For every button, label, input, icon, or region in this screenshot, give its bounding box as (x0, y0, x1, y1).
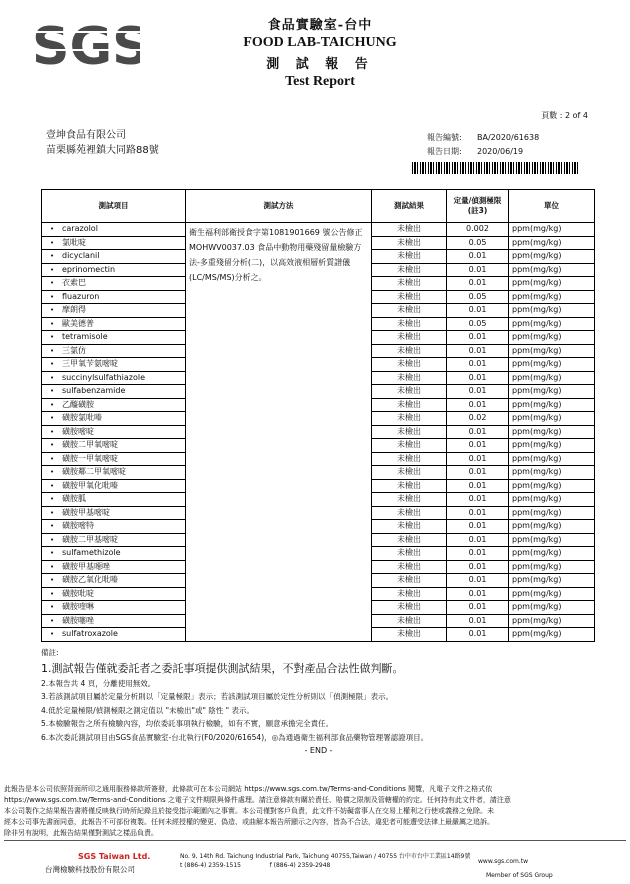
note-1: 1.測試報告僅就委託者之委託事項提供測試結果，不對產品合法性做判斷。 (41, 661, 404, 675)
note-5: 5.本檢驗報告之所有檢驗內容，均依委託事項執行檢驗，如有不實，願意承擔完全責任。 (41, 719, 334, 728)
test-unit: ppm(mg/kg) (509, 439, 595, 453)
test-result: 未檢出 (372, 250, 447, 264)
test-limit: 0.01 (447, 614, 509, 628)
disclaimer-line-5: 除非另有說明，此報告結果僅對測試之樣品負責。 (4, 829, 158, 837)
footer-divider (4, 840, 626, 841)
test-item: • eprinomectin (42, 263, 186, 277)
test-unit: ppm(mg/kg) (509, 628, 595, 642)
customer-address: 苗栗縣苑裡鎮大同路88號 (46, 145, 159, 156)
test-result: 未檢出 (372, 317, 447, 331)
report-header (220, 14, 420, 90)
test-unit: ppm(mg/kg) (509, 398, 595, 412)
note-6: 6.本次委託測試項目由SGS食品實驗室-台北執行(F0/2020/61654)，◎為通過衛生福利部食品藥物管理署認證項目。 (41, 732, 429, 742)
test-result: 未檢出 (372, 506, 447, 520)
test-unit: ppm(mg/kg) (509, 277, 595, 291)
title-en: Test Report (285, 74, 355, 89)
col-header-item: 測試項目 (42, 190, 186, 223)
test-limit: 0.01 (447, 385, 509, 399)
test-limit: 0.01 (447, 493, 509, 507)
test-limit: 0.01 (447, 371, 509, 385)
test-item: • dicyclanil (42, 250, 186, 264)
test-unit: ppm(mg/kg) (509, 547, 595, 561)
test-result: 未檢出 (372, 547, 447, 561)
footer-company-en: SGS Taiwan Ltd. (78, 852, 151, 861)
test-unit: ppm(mg/kg) (509, 614, 595, 628)
test-limit: 0.01 (447, 479, 509, 493)
test-limit: 0.01 (447, 263, 509, 277)
test-item: • 衣索巴 (42, 277, 186, 291)
report-no-value: BA/2020/61638 (477, 133, 540, 142)
results-table (41, 189, 595, 642)
test-item: • 磺胺鄰二甲氧嘧啶 (42, 466, 186, 480)
title-zh: 測 試 報 告 (266, 57, 374, 72)
test-item: • fluazuron (42, 290, 186, 304)
test-unit: ppm(mg/kg) (509, 560, 595, 574)
test-limit: 0.01 (447, 358, 509, 372)
test-unit: ppm(mg/kg) (509, 331, 595, 345)
test-limit: 0.01 (447, 520, 509, 534)
test-result: 未檢出 (372, 452, 447, 466)
test-limit: 0.01 (447, 533, 509, 547)
test-result: 未檢出 (372, 601, 447, 615)
col-header-limit: 定量/偵測極限(註3) (447, 190, 509, 223)
test-item: • 氯吡啶 (42, 236, 186, 250)
test-limit: 0.01 (447, 601, 509, 615)
disclaimer-line-1: 此報告是本公司依照背面所印之通用服務條款所簽發，此條款可在本公司網站 https://www.sgs.com.tw/Terms-and-Conditions 閱覽，凡電子文件之格式依 (4, 785, 493, 793)
disclaimer (4, 784, 626, 839)
notes-title: 備註: (41, 648, 59, 657)
test-item: • succinylsulfathiazole (42, 371, 186, 385)
test-limit: 0.01 (447, 452, 509, 466)
test-limit: 0.05 (447, 236, 509, 250)
test-item: • 三甲氧苄氨嘧啶 (42, 358, 186, 372)
test-item: • 乙醯磺胺 (42, 398, 186, 412)
test-limit: 0.01 (447, 250, 509, 264)
col-header-unit: 單位 (509, 190, 595, 223)
test-result: 未檢出 (372, 277, 447, 291)
test-unit: ppm(mg/kg) (509, 236, 595, 250)
test-item: • 摩朗得 (42, 304, 186, 318)
note-4: 4.低於定量極限/偵測極限之測定值以 "未檢出"或" 陰性 " 表示。 (41, 705, 255, 715)
test-unit: ppm(mg/kg) (509, 412, 595, 426)
test-result: 未檢出 (372, 236, 447, 250)
test-unit: ppm(mg/kg) (509, 479, 595, 493)
test-unit: ppm(mg/kg) (509, 371, 595, 385)
test-item: • 磺胺甲基嘧啶 (42, 506, 186, 520)
test-unit: ppm(mg/kg) (509, 574, 595, 588)
test-limit: 0.05 (447, 290, 509, 304)
test-limit: 0.01 (447, 277, 509, 291)
test-item: • 磺胺二甲氧嘧啶 (42, 439, 186, 453)
test-result: 未檢出 (372, 533, 447, 547)
test-unit: ppm(mg/kg) (509, 250, 595, 264)
test-limit: 0.01 (447, 466, 509, 480)
lab-name-en: FOOD LAB-TAICHUNG (243, 35, 397, 50)
test-limit: 0.01 (447, 560, 509, 574)
barcode (412, 162, 578, 174)
test-unit: ppm(mg/kg) (509, 493, 595, 507)
test-item: • 磺胺吡啶 (42, 587, 186, 601)
notes (41, 646, 596, 758)
test-limit: 0.01 (447, 574, 509, 588)
lab-name-zh: 食品實驗室-台中 (267, 18, 373, 33)
test-limit: 0.05 (447, 317, 509, 331)
test-item: • 磺胺噻唑 (42, 614, 186, 628)
table-row (42, 223, 595, 237)
col-header-method: 測試方法 (186, 190, 372, 223)
test-limit: 0.01 (447, 547, 509, 561)
test-limit: 0.01 (447, 304, 509, 318)
test-unit: ppm(mg/kg) (509, 452, 595, 466)
test-item: • 磺胺乙氧化吡嗪 (42, 574, 186, 588)
test-item: • tetramisole (42, 331, 186, 345)
test-item: • 磺胺甲基噁唑 (42, 560, 186, 574)
test-item: • 磺胺胍 (42, 493, 186, 507)
test-result: 未檢出 (372, 574, 447, 588)
test-unit: ppm(mg/kg) (509, 317, 595, 331)
test-result: 未檢出 (372, 587, 447, 601)
test-result: 未檢出 (372, 304, 447, 318)
test-limit: 0.002 (447, 223, 509, 237)
test-result: 未檢出 (372, 331, 447, 345)
test-unit: ppm(mg/kg) (509, 520, 595, 534)
table-header-row (42, 190, 595, 223)
footer-address: No. 9, 14th Rd. Taichung Industrial Park, Taichung 40755,Taiwan / 40755 台中市台中工業區14路9號 (180, 853, 471, 860)
report-info (427, 131, 539, 159)
test-result: 未檢出 (372, 385, 447, 399)
note-3: 3.若該測試項目屬於定量分析則以「定量極限」表示；若該測試項目屬於定性分析則以「偵測極限」表示。 (41, 692, 394, 701)
customer-block (46, 128, 159, 158)
test-limit: 0.01 (447, 587, 509, 601)
test-item: • sulfamethizole (42, 547, 186, 561)
report-no-label: 報告編號: (427, 133, 462, 142)
test-limit: 0.01 (447, 331, 509, 345)
test-unit: ppm(mg/kg) (509, 385, 595, 399)
test-result: 未檢出 (372, 344, 447, 358)
footer-web: www.sgs.com.tw (478, 858, 529, 865)
test-result: 未檢出 (372, 628, 447, 642)
footer-tel: t (886-4) 2359-1515 (180, 862, 241, 869)
test-result: 未檢出 (372, 614, 447, 628)
test-result: 未檢出 (372, 560, 447, 574)
test-limit: 0.01 (447, 439, 509, 453)
test-limit: 0.01 (447, 344, 509, 358)
test-unit: ppm(mg/kg) (509, 358, 595, 372)
page-number: 頁數 : 2 of 4 (541, 111, 588, 120)
test-result: 未檢出 (372, 223, 447, 237)
test-unit: ppm(mg/kg) (509, 290, 595, 304)
logo-text: SGS (32, 17, 140, 72)
disclaimer-line-3: 本公司製作之結果報告書將僅反映執行時所紀錄且於接受指示範圍內之事實。本公司僅對客戶負責，此文件不妨礙當事人在交易上權利之行使或義務之免除。未 (4, 807, 494, 815)
sgs-logo (30, 14, 140, 72)
test-unit: ppm(mg/kg) (509, 587, 595, 601)
test-result: 未檢出 (372, 466, 447, 480)
report-date-value: 2020/06/19 (477, 147, 524, 156)
test-method: 衛生福利部衛授食字第1081901669 號公告修正MOHWV0037.03 食品中動物用藥殘留量檢驗方法-多重殘留分析(二)，以高效液相層析質譜儀(LC/MS/MS)分析之。 (186, 223, 372, 642)
test-item: • carazolol (42, 223, 186, 237)
test-item: • 磺胺甲氧化吡嗪 (42, 479, 186, 493)
footer-member: Member of SGS Group (486, 872, 553, 879)
test-item: • sulfabenzamide (42, 385, 186, 399)
footer-company-zh: 台灣檢驗科技股份有限公司 (45, 865, 135, 874)
test-unit: ppm(mg/kg) (509, 263, 595, 277)
test-result: 未檢出 (372, 520, 447, 534)
test-result: 未檢出 (372, 439, 447, 453)
test-result: 未檢出 (372, 263, 447, 277)
disclaimer-line-2: https://www.sgs.com.tw/Terms-and-Conditions 之電子文件期限與條件處理。請注意條款有關於責任、賠償之限制及管轄權的約定。任何持有此文件者，請注意 (4, 796, 511, 804)
test-result: 未檢出 (372, 371, 447, 385)
footer-fax: f (886-4) 2359-2948 (269, 862, 331, 869)
test-unit: ppm(mg/kg) (509, 304, 595, 318)
end-marker: - END - (304, 746, 333, 755)
test-item: • 磺胺一甲氧嘧啶 (42, 452, 186, 466)
test-item: • 磺胺嘧特 (42, 520, 186, 534)
col-header-result: 測試結果 (372, 190, 447, 223)
test-item: • sulfatroxazole (42, 628, 186, 642)
test-limit: 0.01 (447, 628, 509, 642)
test-result: 未檢出 (372, 412, 447, 426)
test-unit: ppm(mg/kg) (509, 533, 595, 547)
report-date-label: 報告日期: (427, 147, 462, 156)
test-item: • 三氯仿 (42, 344, 186, 358)
test-limit: 0.01 (447, 398, 509, 412)
test-result: 未檢出 (372, 493, 447, 507)
test-limit: 0.01 (447, 425, 509, 439)
test-result: 未檢出 (372, 358, 447, 372)
customer-name: 壹坤食品有限公司 (46, 130, 126, 141)
disclaimer-line-4: 經本公司事先書面同意，此報告不可部份複製。任何未經授權的變更、偽造、或曲解本報告所顯示之內容，皆為不合法，違犯者可能遭受法律上最嚴厲之追訴。 (4, 818, 494, 826)
test-unit: ppm(mg/kg) (509, 601, 595, 615)
test-unit: ppm(mg/kg) (509, 425, 595, 439)
test-unit: ppm(mg/kg) (509, 223, 595, 237)
test-item: • 磺胺喹啉 (42, 601, 186, 615)
test-result: 未檢出 (372, 479, 447, 493)
test-limit: 0.01 (447, 506, 509, 520)
note-2: 2.本報告共 4 頁，分離使用無效。 (41, 678, 156, 688)
test-item: • 磺胺二甲基嘧啶 (42, 533, 186, 547)
sgs-logo-graphic (30, 14, 140, 72)
test-item: • 磺胺嘧啶 (42, 425, 186, 439)
test-unit: ppm(mg/kg) (509, 506, 595, 520)
test-unit: ppm(mg/kg) (509, 344, 595, 358)
test-result: 未檢出 (372, 398, 447, 412)
test-limit: 0.02 (447, 412, 509, 426)
test-item: • 磺胺氯吡嗪 (42, 412, 186, 426)
footer-address-block (180, 852, 470, 870)
test-result: 未檢出 (372, 425, 447, 439)
test-unit: ppm(mg/kg) (509, 466, 595, 480)
test-result: 未檢出 (372, 290, 447, 304)
test-item: • 歐美德普 (42, 317, 186, 331)
